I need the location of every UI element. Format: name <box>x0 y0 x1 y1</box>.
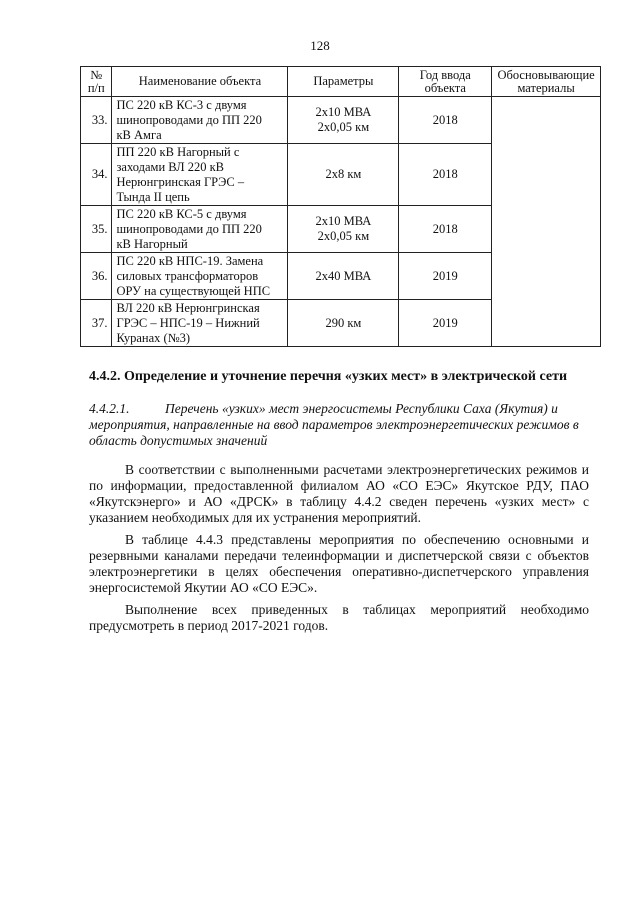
row-number: 34. <box>81 144 112 206</box>
object-name-line: ПС 220 кВ КС-3 с двумя <box>116 97 247 112</box>
param-line: 2х40 МВА <box>315 268 372 283</box>
object-params <box>288 300 399 347</box>
param-line: 290 км <box>325 315 362 330</box>
param-line: 2х0,05 км <box>317 120 370 134</box>
object-name <box>112 206 288 253</box>
object-params <box>288 144 399 206</box>
commissioning-year: 2018 <box>399 206 492 253</box>
param-line: 2х10 МВА <box>315 105 372 119</box>
row-number: 33. <box>81 97 112 144</box>
param-line: 2х8 км <box>325 167 362 181</box>
row-number: 36. <box>81 253 112 300</box>
object-name-line: кВ Амга <box>116 127 162 142</box>
object-name-line: ПП 220 кВ Нагорный с <box>116 144 240 159</box>
object-name <box>112 97 288 144</box>
object-params <box>288 97 399 144</box>
paragraph: Выполнение всех приведенных в таблицах мероприятий необходимо предусмотреть в период 2017-2021 годов. <box>89 602 589 633</box>
header-year-line: объекта <box>424 80 466 95</box>
header-basis-line: материалы <box>517 80 575 95</box>
justifying-materials-cell <box>492 97 601 347</box>
object-name <box>112 300 288 347</box>
body-text <box>89 462 589 640</box>
row-number: 37. <box>81 300 112 347</box>
table-header-row <box>81 67 601 97</box>
table-row <box>81 97 601 144</box>
header-basis-line: Обосновывающие <box>497 67 595 82</box>
commissioning-year: 2018 <box>399 144 492 206</box>
object-name-line: ПС 220 кВ НПС-19. Замена <box>116 253 264 268</box>
object-name-line: Нерюнгринская ГРЭС – <box>116 174 245 189</box>
object-name-line: заходами ВЛ 220 кВ <box>116 159 225 174</box>
object-name <box>112 144 288 206</box>
object-name-line: шинопроводами до ПП 220 <box>116 221 262 236</box>
header-num <box>81 67 112 97</box>
param-line: 2х10 МВА <box>315 214 372 228</box>
header-year-line: Год ввода <box>419 67 471 82</box>
object-params <box>288 253 399 300</box>
header-num-line: № <box>90 67 103 82</box>
commissioning-year: 2019 <box>399 300 492 347</box>
subsection-heading <box>89 401 589 449</box>
object-name-line: Тында II цепь <box>116 189 190 204</box>
header-name: Наименование объекта <box>112 67 288 97</box>
paragraph: В таблице 4.4.3 представлены мероприятия по обеспечению основными и резервными каналами передачи телеинформации и диспетчерской связи с объектов электроэнергетики в целях обеспечения оперативно-диспетчерского управления энергосистемой Якутии АО «СО ЕЭС». <box>89 532 589 595</box>
subsection-title: Перечень «узких» мест энергосистемы Республики Саха (Якутия) и мероприятия, направленные на ввод параметров электроэнергетических режимов в область допустимых значений <box>89 401 579 448</box>
header-year <box>399 67 492 97</box>
header-num-line: п/п <box>87 80 105 95</box>
object-name-line: ПС 220 кВ КС-5 с двумя <box>116 206 247 221</box>
commissioning-year: 2018 <box>399 97 492 144</box>
page-number: 128 <box>310 38 330 53</box>
object-name-line: ВЛ 220 кВ Нерюнгринская <box>116 300 260 315</box>
section-heading: 4.4.2. Определение и уточнение перечня «узких мест» в электрической сети <box>89 369 568 384</box>
param-line: 2х0,05 км <box>317 229 370 243</box>
object-name-line: силовых трансформаторов <box>116 268 259 283</box>
row-number: 35. <box>81 206 112 253</box>
header-basis <box>492 67 601 97</box>
objects-table <box>80 66 601 347</box>
object-name-line: ОРУ на существующей НПС <box>116 283 271 298</box>
header-params: Параметры <box>288 67 399 97</box>
object-name-line: шинопроводами до ПП 220 <box>116 112 262 127</box>
commissioning-year: 2019 <box>399 253 492 300</box>
paragraph: В соответствии с выполненными расчетами электроэнергетических режимов и по информации, предоставленной филиалом АО «СО ЕЭС» Якутское РДУ, ПАО «Якутскэнерго» и АО «ДРСК» в таблицу 4.4.2 сведен перечень «узких мест» с указанием необходимых для их устранения мероприятий. <box>89 462 589 525</box>
object-name <box>112 253 288 300</box>
object-name-line: ГРЭС – НПС-19 – Нижний <box>116 315 260 330</box>
subsection-number: 4.4.2.1. <box>89 401 130 416</box>
object-name-line: Куранах (№3) <box>116 330 191 345</box>
object-params <box>288 206 399 253</box>
object-name-line: кВ Нагорный <box>116 236 188 251</box>
